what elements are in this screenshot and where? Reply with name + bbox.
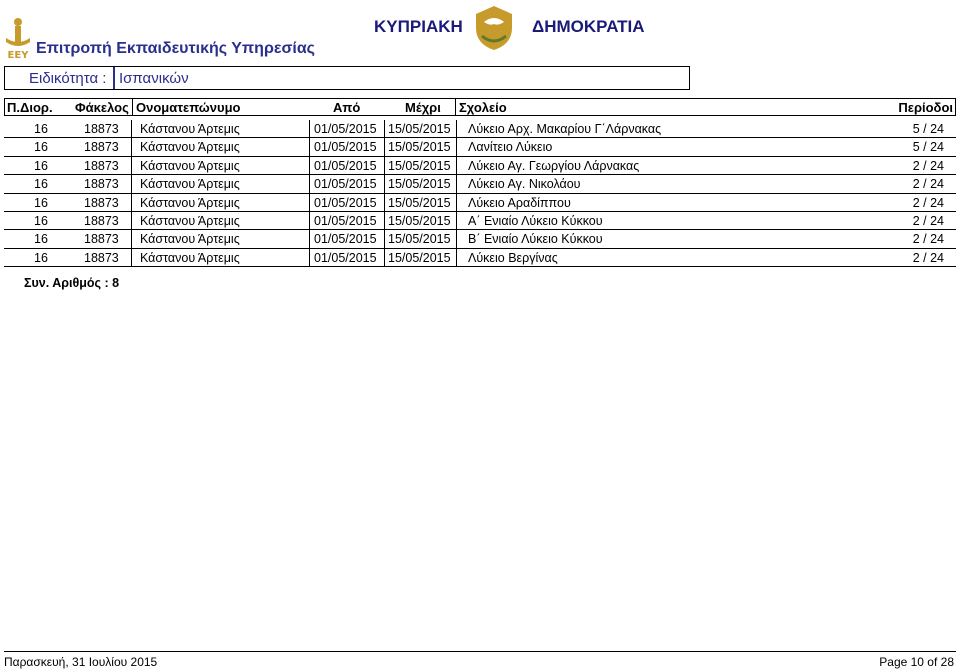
table-row <box>4 249 956 267</box>
cell-fakelos: 18873 <box>84 140 119 155</box>
republic-word-left: ΚΥΠΡΙΑΚΗ <box>374 17 463 36</box>
cell-school: Α΄ Ενιαίο Λύκειο Κύκκου <box>468 213 603 228</box>
specialty-bar <box>4 66 690 90</box>
cell-fakelos: 18873 <box>84 250 119 265</box>
table-row <box>4 138 956 156</box>
cell-to: 15/05/2015 <box>388 140 451 155</box>
cell-name: Κάστανου Άρτεμις <box>140 195 240 210</box>
col-fakelos: Φάκελος <box>75 100 129 115</box>
cell-diorismos: 16 <box>34 232 48 247</box>
cell-from: 01/05/2015 <box>314 213 377 228</box>
cell-periods: 2 / 24 <box>912 232 944 247</box>
cell-from: 01/05/2015 <box>314 177 377 192</box>
footer-divider <box>4 651 956 652</box>
header-divider <box>455 99 456 115</box>
specialty-separator <box>113 67 115 89</box>
cell-fakelos: 18873 <box>84 122 119 136</box>
committee-title: Επιτροπή Εκπαιδευτικής Υπηρεσίας <box>36 40 315 57</box>
cell-to: 15/05/2015 <box>388 122 451 136</box>
cell-name: Κάστανου Άρτεμις <box>140 177 240 192</box>
cell-school: Λύκειο Αγ. Νικολάου <box>468 177 581 192</box>
table-row <box>4 230 956 248</box>
cell-periods: 5 / 24 <box>912 122 944 136</box>
col-from: Από <box>333 100 361 115</box>
cell-name: Κάστανου Άρτεμις <box>140 140 240 155</box>
table-row <box>4 194 956 212</box>
cell-diorismos: 16 <box>34 140 48 155</box>
republic-word-right: ΔΗΜΟΚΡΑΤΙΑ <box>532 17 645 36</box>
cell-fakelos: 18873 <box>84 195 119 210</box>
page-number: Page 10 of 28 <box>879 655 954 669</box>
table-header <box>4 98 956 116</box>
cell-name: Κάστανου Άρτεμις <box>140 158 240 173</box>
cell-to: 15/05/2015 <box>388 232 451 247</box>
cell-periods: 2 / 24 <box>912 177 944 192</box>
cell-school: Β΄ Ενιαίο Λύκειο Κύκκου <box>468 232 603 247</box>
cell-from: 01/05/2015 <box>314 250 377 265</box>
cell-to: 15/05/2015 <box>388 158 451 173</box>
cell-school: Λύκειο Αρχ. Μακαρίου Γ΄Λάρνακας <box>468 122 662 136</box>
table-row <box>4 157 956 175</box>
cell-to: 15/05/2015 <box>388 250 451 265</box>
col-to: Μέχρι <box>405 100 441 115</box>
cell-name: Κάστανου Άρτεμις <box>140 213 240 228</box>
header-divider <box>132 99 133 115</box>
cell-from: 01/05/2015 <box>314 195 377 210</box>
total-count: Συν. Αριθμός : 8 <box>24 276 120 290</box>
cell-fakelos: 18873 <box>84 213 119 228</box>
col-periods: Περίοδοι <box>898 100 953 115</box>
cell-periods: 5 / 24 <box>912 140 944 155</box>
cell-diorismos: 16 <box>34 122 48 136</box>
results-table <box>4 120 956 267</box>
specialty-value: Ισπανικών <box>119 70 189 87</box>
cell-fakelos: 18873 <box>84 232 119 247</box>
cell-name: Κάστανου Άρτεμις <box>140 122 240 136</box>
cell-to: 15/05/2015 <box>388 177 451 192</box>
cell-diorismos: 16 <box>34 158 48 173</box>
cell-school: Λύκειο Αγ. Γεωργίου Λάρνακας <box>468 158 640 173</box>
col-name: Ονοματεπώνυμο <box>136 100 241 115</box>
cell-name: Κάστανου Άρτεμις <box>140 250 240 265</box>
cell-periods: 2 / 24 <box>912 195 944 210</box>
specialty-label: Ειδικότητα : <box>29 70 107 87</box>
cell-school: Λανίτειο Λύκειο <box>468 140 553 155</box>
cell-diorismos: 16 <box>34 177 48 192</box>
cell-to: 15/05/2015 <box>388 195 451 210</box>
cell-from: 01/05/2015 <box>314 140 377 155</box>
cell-from: 01/05/2015 <box>314 158 377 173</box>
table-row <box>4 212 956 230</box>
cell-name: Κάστανου Άρτεμις <box>140 232 240 247</box>
cell-diorismos: 16 <box>34 195 48 210</box>
cell-diorismos: 16 <box>34 250 48 265</box>
cell-periods: 2 / 24 <box>912 158 944 173</box>
table-row <box>4 175 956 193</box>
cell-fakelos: 18873 <box>84 177 119 192</box>
cell-periods: 2 / 24 <box>912 213 944 228</box>
cell-school: Λύκειο Αραδίππου <box>468 195 571 210</box>
table-row <box>4 120 956 138</box>
cell-from: 01/05/2015 <box>314 122 377 136</box>
svg-text:ΕΕΥ: ΕΕΥ <box>7 50 29 61</box>
cell-from: 01/05/2015 <box>314 232 377 247</box>
cell-periods: 2 / 24 <box>912 250 944 265</box>
eey-logo <box>4 16 32 62</box>
cell-to: 15/05/2015 <box>388 213 451 228</box>
cell-school: Λύκειο Βεργίνας <box>468 250 558 265</box>
col-diorismos: Π.Διορ. <box>7 100 53 115</box>
cell-fakelos: 18873 <box>84 158 119 173</box>
cyprus-emblem-icon <box>466 2 522 54</box>
col-school: Σχολείο <box>459 100 507 115</box>
cell-diorismos: 16 <box>34 213 48 228</box>
footer-date: Παρασκευή, 31 Ιουλίου 2015 <box>4 655 158 669</box>
